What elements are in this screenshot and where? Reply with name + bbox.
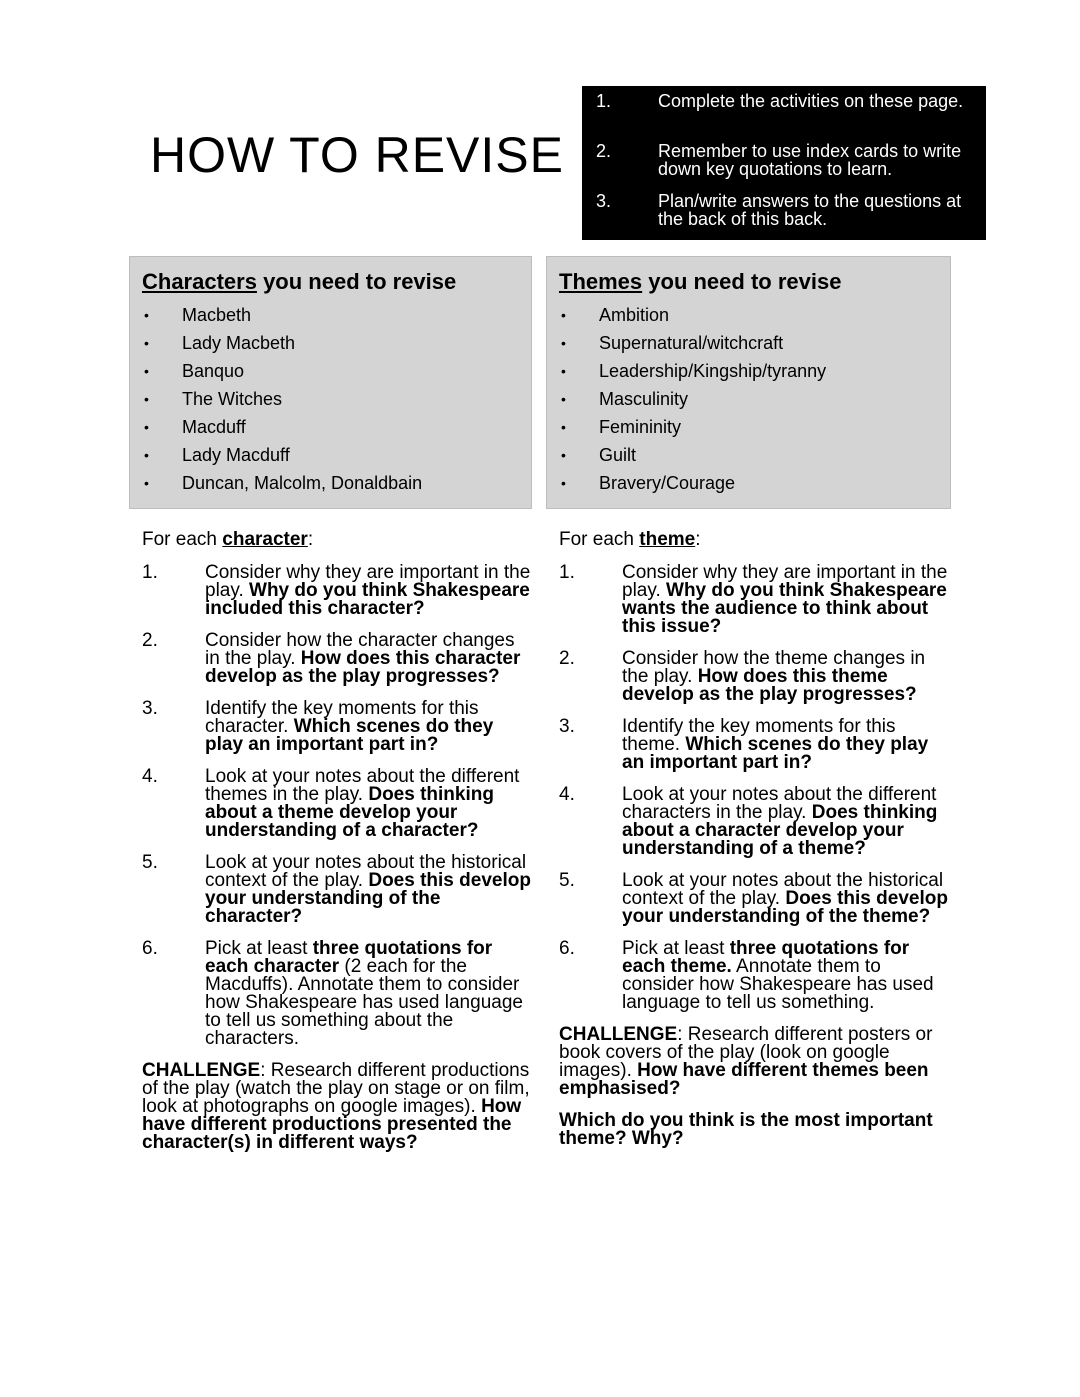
step-item [559,564,951,636]
step-question: Why do you think Shakespeare included this character? [205,580,530,619]
step-number: 4. [142,766,158,787]
instruction-text: Complete the activities on these page. [658,91,964,111]
step-text: Pick at least [205,938,313,959]
list-item [130,413,531,441]
bullet-icon: • [561,363,566,379]
list-item-label: Macduff [182,417,246,437]
bullet-icon: • [144,419,149,435]
heading-rest: you need to revise [256,269,457,294]
list-item-label: Bravery/Courage [599,473,736,493]
list-item [547,329,950,357]
challenge-question: How have different themes been emphasised? [559,1060,929,1099]
theme-steps-list [559,564,951,1012]
step-number: 3. [142,698,158,719]
page-title: HOW TO REVISE [150,127,565,183]
step-question: Why do you think Shakespeare wants the audience to think about this issue? [622,580,947,637]
step-text: Look at your notes about the historical context of the play. [622,870,944,909]
step-number: 3. [559,716,575,737]
instruction-number: 3. [596,191,612,211]
step-number: 6. [559,938,575,959]
step-number: 5. [559,870,575,891]
list-item-label: Femininity [599,417,682,437]
list-item [130,329,531,357]
list-item [130,385,531,413]
step-item [559,718,951,772]
step-text-rest: (2 each for the Macduffs). Annotate them to consider how Shakespeare has used language to tell us something about the characters. [205,956,523,1049]
theme-challenge [559,1026,951,1098]
intro-prefix: For each [559,529,640,550]
bullet-icon: • [561,335,566,351]
list-item-label: Banquo [182,361,245,381]
bullet-icon: • [561,419,566,435]
list-item-label: Lady Macduff [182,445,290,465]
instruction-text: Remember to use index cards to write down key quotations to learn. [658,141,962,179]
list-item [547,385,950,413]
step-text: Consider how the theme changes in the play. [622,648,926,687]
step-question: Which scenes do they play an important part in? [205,716,494,755]
step-number: 2. [559,648,575,669]
step-emphasis: three quotations for each theme. [622,938,910,977]
step-text: Consider how the character changes in the play. [205,630,515,669]
step-item [559,650,951,704]
step-number: 1. [559,562,575,583]
themes-heading [559,269,841,295]
bullet-icon: • [144,447,149,463]
list-item [130,301,531,329]
characters-heading [142,269,456,295]
themes-panel [546,256,951,509]
step-number: 2. [142,630,158,651]
challenge-question: How have different productions presented the character(s) in different ways? [142,1096,522,1153]
intro-suffix: : [307,529,314,550]
step-item [142,768,532,840]
characters-list [130,301,531,497]
list-item-label: Masculinity [599,389,689,409]
step-item [142,700,532,754]
step-emphasis: three quotations for each character [205,938,493,977]
step-item [142,854,532,926]
list-item-label: Supernatural/witchcraft [599,333,784,353]
instruction-text: Plan/write answers to the questions at the back of this back. [658,191,962,229]
bullet-icon: • [144,335,149,351]
bullet-icon: • [561,447,566,463]
challenge-label: CHALLENGE [559,1024,678,1045]
characters-panel [129,256,532,509]
step-number: 6. [142,938,158,959]
challenge-text: : Research different productions of the play (watch the play on stage or on film, look at photographs on google images). [142,1060,530,1117]
character-challenge [142,1062,532,1152]
step-text: Consider why they are important in the play. [205,562,531,601]
step-question: How does this theme develop as the play progresses? [622,666,917,705]
bullet-icon: • [561,475,566,491]
step-item [142,940,532,1048]
step-text: Consider why they are important in the play. [622,562,948,601]
list-item-label: Leadership/Kingship/tyranny [599,361,827,381]
step-question: Does this develop your understanding of the character? [205,870,531,927]
list-item-label: Ambition [599,305,670,325]
step-text: Look at your notes about the different characters in the play. [622,784,937,823]
instructions-box [582,86,986,240]
list-item [547,357,950,385]
bullet-icon: • [144,475,149,491]
instruction-number: 2. [596,141,612,161]
list-item [130,357,531,385]
list-item [547,301,950,329]
final-question-text: Which do you think is the most important theme? Why? [559,1110,933,1149]
character-steps-section [142,528,532,1166]
bullet-icon: • [144,307,149,323]
final-question [559,1112,951,1148]
step-text: Identify the key moments for this character. [205,698,479,737]
list-item-label: Guilt [599,445,637,465]
intro-keyword: character [222,529,308,550]
list-item [547,413,950,441]
intro-keyword: theme [639,529,696,550]
heading-keyword: Themes [559,269,643,294]
step-number: 4. [559,784,575,805]
character-steps-list [142,564,532,1048]
step-text: Identify the key moments for this theme. [622,716,896,755]
challenge-label: CHALLENGE [142,1060,261,1081]
step-question: How does this character develop as the play progresses? [205,648,521,687]
list-item [130,441,531,469]
step-item [559,872,951,926]
list-item [547,469,950,497]
step-item [142,564,532,618]
step-question: Does this develop your understanding of the theme? [622,888,948,927]
step-item [559,786,951,858]
theme-steps-intro [559,528,951,552]
theme-steps-section [559,528,951,1162]
list-item-label: The Witches [182,389,283,409]
heading-keyword: Characters [142,269,257,294]
instruction-number: 1. [596,91,612,111]
intro-prefix: For each [142,529,223,550]
step-text: Look at your notes about the historical context of the play. [205,852,527,891]
step-number: 1. [142,562,158,583]
list-item-label: Macbeth [182,305,252,325]
step-item [559,940,951,1012]
step-text: Pick at least [622,938,730,959]
bullet-icon: • [144,363,149,379]
list-item-label: Duncan, Malcolm, Donaldbain [182,473,423,493]
intro-suffix: : [695,529,701,550]
list-item-label: Lady Macbeth [182,333,296,353]
challenge-text: : Research different posters or book covers of the play (look on google images). [559,1024,933,1081]
bullet-icon: • [561,307,566,323]
step-number: 5. [142,852,158,873]
list-item [547,441,950,469]
list-item [130,469,531,497]
heading-rest: you need to revise [642,269,842,294]
step-item [142,632,532,686]
step-question: Which scenes do they play an important part in? [622,734,929,773]
bullet-icon: • [144,391,149,407]
themes-list [547,301,950,497]
step-text: Look at your notes about the different themes in the play. [205,766,520,805]
character-steps-intro [142,528,532,552]
step-question: Does thinking about a character develop your understanding of a theme? [622,802,938,859]
step-question: Does thinking about a theme develop your understanding of a character? [205,784,494,841]
bullet-icon: • [561,391,566,407]
step-text-rest: Annotate them to consider how Shakespeare has used language to tell us something. [622,956,934,1013]
